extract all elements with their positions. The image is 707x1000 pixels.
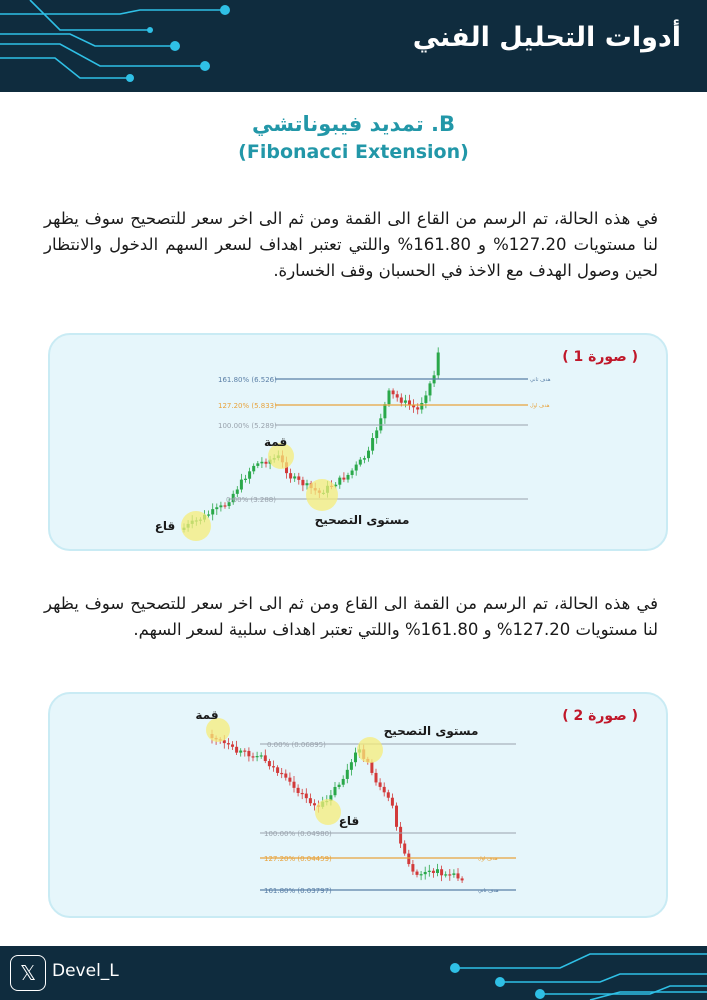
- candle-body: [379, 782, 382, 786]
- candle-body: [256, 756, 259, 757]
- candle-body: [346, 770, 349, 779]
- bottom-highlight: [181, 511, 211, 541]
- candle-body: [244, 479, 247, 480]
- candle-body: [342, 779, 345, 785]
- bottom-highlight: [315, 799, 341, 825]
- candle-body: [289, 473, 292, 478]
- candle-body: [440, 869, 443, 875]
- candle-body: [342, 478, 345, 480]
- candle-body: [297, 476, 300, 479]
- peak-annotation: قمة: [264, 435, 288, 449]
- section-subtitle: (Fibonacci Extension): [238, 141, 469, 163]
- chart-figure-1: [50, 335, 666, 549]
- level-label: 161.80% (6.526): [218, 376, 277, 384]
- candle-body: [313, 803, 316, 805]
- candle-body: [404, 400, 407, 402]
- x-logo-icon: 𝕏: [10, 955, 46, 991]
- candle-body: [424, 872, 427, 874]
- footer-handle: Devel_L: [52, 961, 119, 981]
- candle-body: [305, 794, 308, 799]
- candle-body: [367, 451, 370, 458]
- candle-body: [424, 395, 427, 403]
- section-title: B. تمديد فيبوناتشي: [251, 112, 456, 136]
- candle-body: [420, 874, 423, 875]
- candle-body: [268, 761, 271, 766]
- candle-body: [395, 806, 398, 827]
- candle-body: [371, 438, 374, 451]
- candle-body: [338, 478, 341, 485]
- candle-body: [347, 475, 350, 480]
- chart-figure-2: [50, 694, 666, 916]
- page-footer: [0, 946, 707, 1000]
- candle-body: [207, 514, 210, 515]
- candle-body: [240, 480, 243, 490]
- paragraph-2: في هذه الحالة، تم الرسم من القمة الى القاع ومن ثم الى اخر سعر للتصحيح سوف يظهر لنا مستويات 127.20% و 161.80% واللتي تعتبر اهداف سلبية لسعر السهم.: [44, 594, 658, 639]
- candle-body: [309, 798, 312, 803]
- bottom-annotation: قاع: [338, 814, 360, 828]
- level-label: 127.20% (5.833): [218, 402, 277, 410]
- candle-body: [288, 778, 291, 782]
- candle-body: [247, 751, 250, 756]
- candle-body: [379, 418, 382, 430]
- candle-body: [437, 353, 440, 376]
- candle-body: [392, 390, 395, 394]
- level-tag: هدف اول: [530, 403, 550, 409]
- level-tag: هدف ثاني: [530, 377, 551, 383]
- candle-body: [297, 788, 300, 793]
- candle-body: [432, 871, 435, 873]
- candle-body: [224, 505, 227, 506]
- candle-body: [215, 507, 218, 509]
- correction-highlight: [357, 737, 383, 763]
- candle-body: [260, 462, 263, 464]
- figure-label-1: ( صورة 1 ): [562, 349, 638, 365]
- candle-body: [400, 397, 403, 402]
- candle-body: [461, 878, 464, 880]
- candle-body: [301, 480, 304, 485]
- candle-body: [252, 756, 255, 757]
- candle-body: [231, 744, 234, 746]
- candle-body: [227, 743, 230, 744]
- level-label: 100.00% (5.289): [218, 422, 277, 430]
- candle-body: [338, 785, 341, 787]
- bottom-annotation: قاع: [154, 519, 176, 533]
- candle-body: [280, 773, 283, 774]
- candle-body: [284, 774, 287, 778]
- level-label: 127.20% (0.04459): [264, 855, 332, 863]
- candle-body: [363, 458, 366, 459]
- candle-body: [243, 751, 246, 752]
- candle-body: [411, 864, 414, 871]
- candle-body: [396, 394, 399, 397]
- correction-annotation: مستوى التصحيح: [314, 513, 410, 527]
- level-label: 0.00% (0.06895): [267, 741, 326, 749]
- candle-body: [420, 403, 423, 410]
- figure-label-2: ( صورة 2 ): [562, 708, 638, 724]
- candle-body: [416, 407, 419, 409]
- correction-highlight: [306, 479, 338, 511]
- candle-body: [428, 871, 431, 872]
- figure-card-1: [48, 333, 668, 551]
- candle-body: [399, 827, 402, 844]
- candle-body: [239, 751, 242, 753]
- candle-body: [301, 793, 304, 794]
- level-label: 0.00% (3.288): [226, 496, 276, 504]
- candle-body: [370, 762, 373, 773]
- candle-body: [407, 854, 410, 865]
- level-label: 100.00% (0.04980): [264, 830, 332, 838]
- candle-body: [436, 869, 439, 873]
- figure-card-2: [48, 692, 668, 918]
- candle-body: [293, 476, 296, 478]
- page-header: [0, 0, 707, 92]
- candle-body: [276, 767, 279, 773]
- candle-body: [388, 390, 391, 404]
- level-tag: هدف اول: [478, 856, 498, 862]
- paragraph-1: في هذه الحالة، تم الرسم من القاع الى القمة ومن ثم الى اخر سعر للتصحيح سوف يظهر لنا مستويات 127.20% و 161.80% واللتي تعتبر اهداف لسعر السهم الدخول والانتظار لحين وصول الهدف مع الاخذ في الحسبان وقف الخسارة.: [44, 209, 658, 280]
- candle-body: [354, 753, 357, 763]
- candle-body: [256, 463, 259, 466]
- candle-body: [334, 787, 337, 795]
- page-title: أدوات التحليل الفني: [412, 22, 681, 53]
- candle-body: [272, 766, 275, 767]
- peak-annotation: قمة: [195, 708, 219, 722]
- candle-body: [457, 873, 460, 878]
- candle-body: [355, 465, 358, 471]
- candle-body: [236, 489, 239, 493]
- candle-body: [375, 773, 378, 782]
- candle-body: [416, 872, 419, 875]
- candle-body: [306, 483, 309, 485]
- candle-body: [264, 755, 267, 761]
- candle-body: [260, 755, 263, 756]
- candle-body: [248, 471, 251, 478]
- candle-body: [383, 787, 386, 792]
- level-label: 161.80% (0.03797): [264, 887, 332, 895]
- candle-body: [359, 460, 362, 465]
- level-tag: هدف ثاني: [478, 888, 499, 894]
- candle-body: [387, 792, 390, 797]
- candle-body: [219, 505, 222, 507]
- candle-body: [265, 462, 268, 464]
- candle-body: [235, 747, 238, 753]
- correction-annotation: مستوى التصحيح: [383, 724, 479, 738]
- candle-body: [252, 466, 255, 471]
- candle-body: [350, 762, 353, 770]
- candle-body: [448, 874, 451, 875]
- candle-body: [391, 798, 394, 806]
- candle-body: [293, 782, 296, 788]
- candle-body: [211, 509, 214, 514]
- candle-body: [429, 383, 432, 395]
- candle-body: [444, 874, 447, 875]
- candle-body: [375, 430, 378, 438]
- candle-body: [383, 404, 386, 418]
- candle-body: [403, 844, 406, 854]
- candle-body: [452, 873, 455, 874]
- candle-body: [351, 471, 354, 475]
